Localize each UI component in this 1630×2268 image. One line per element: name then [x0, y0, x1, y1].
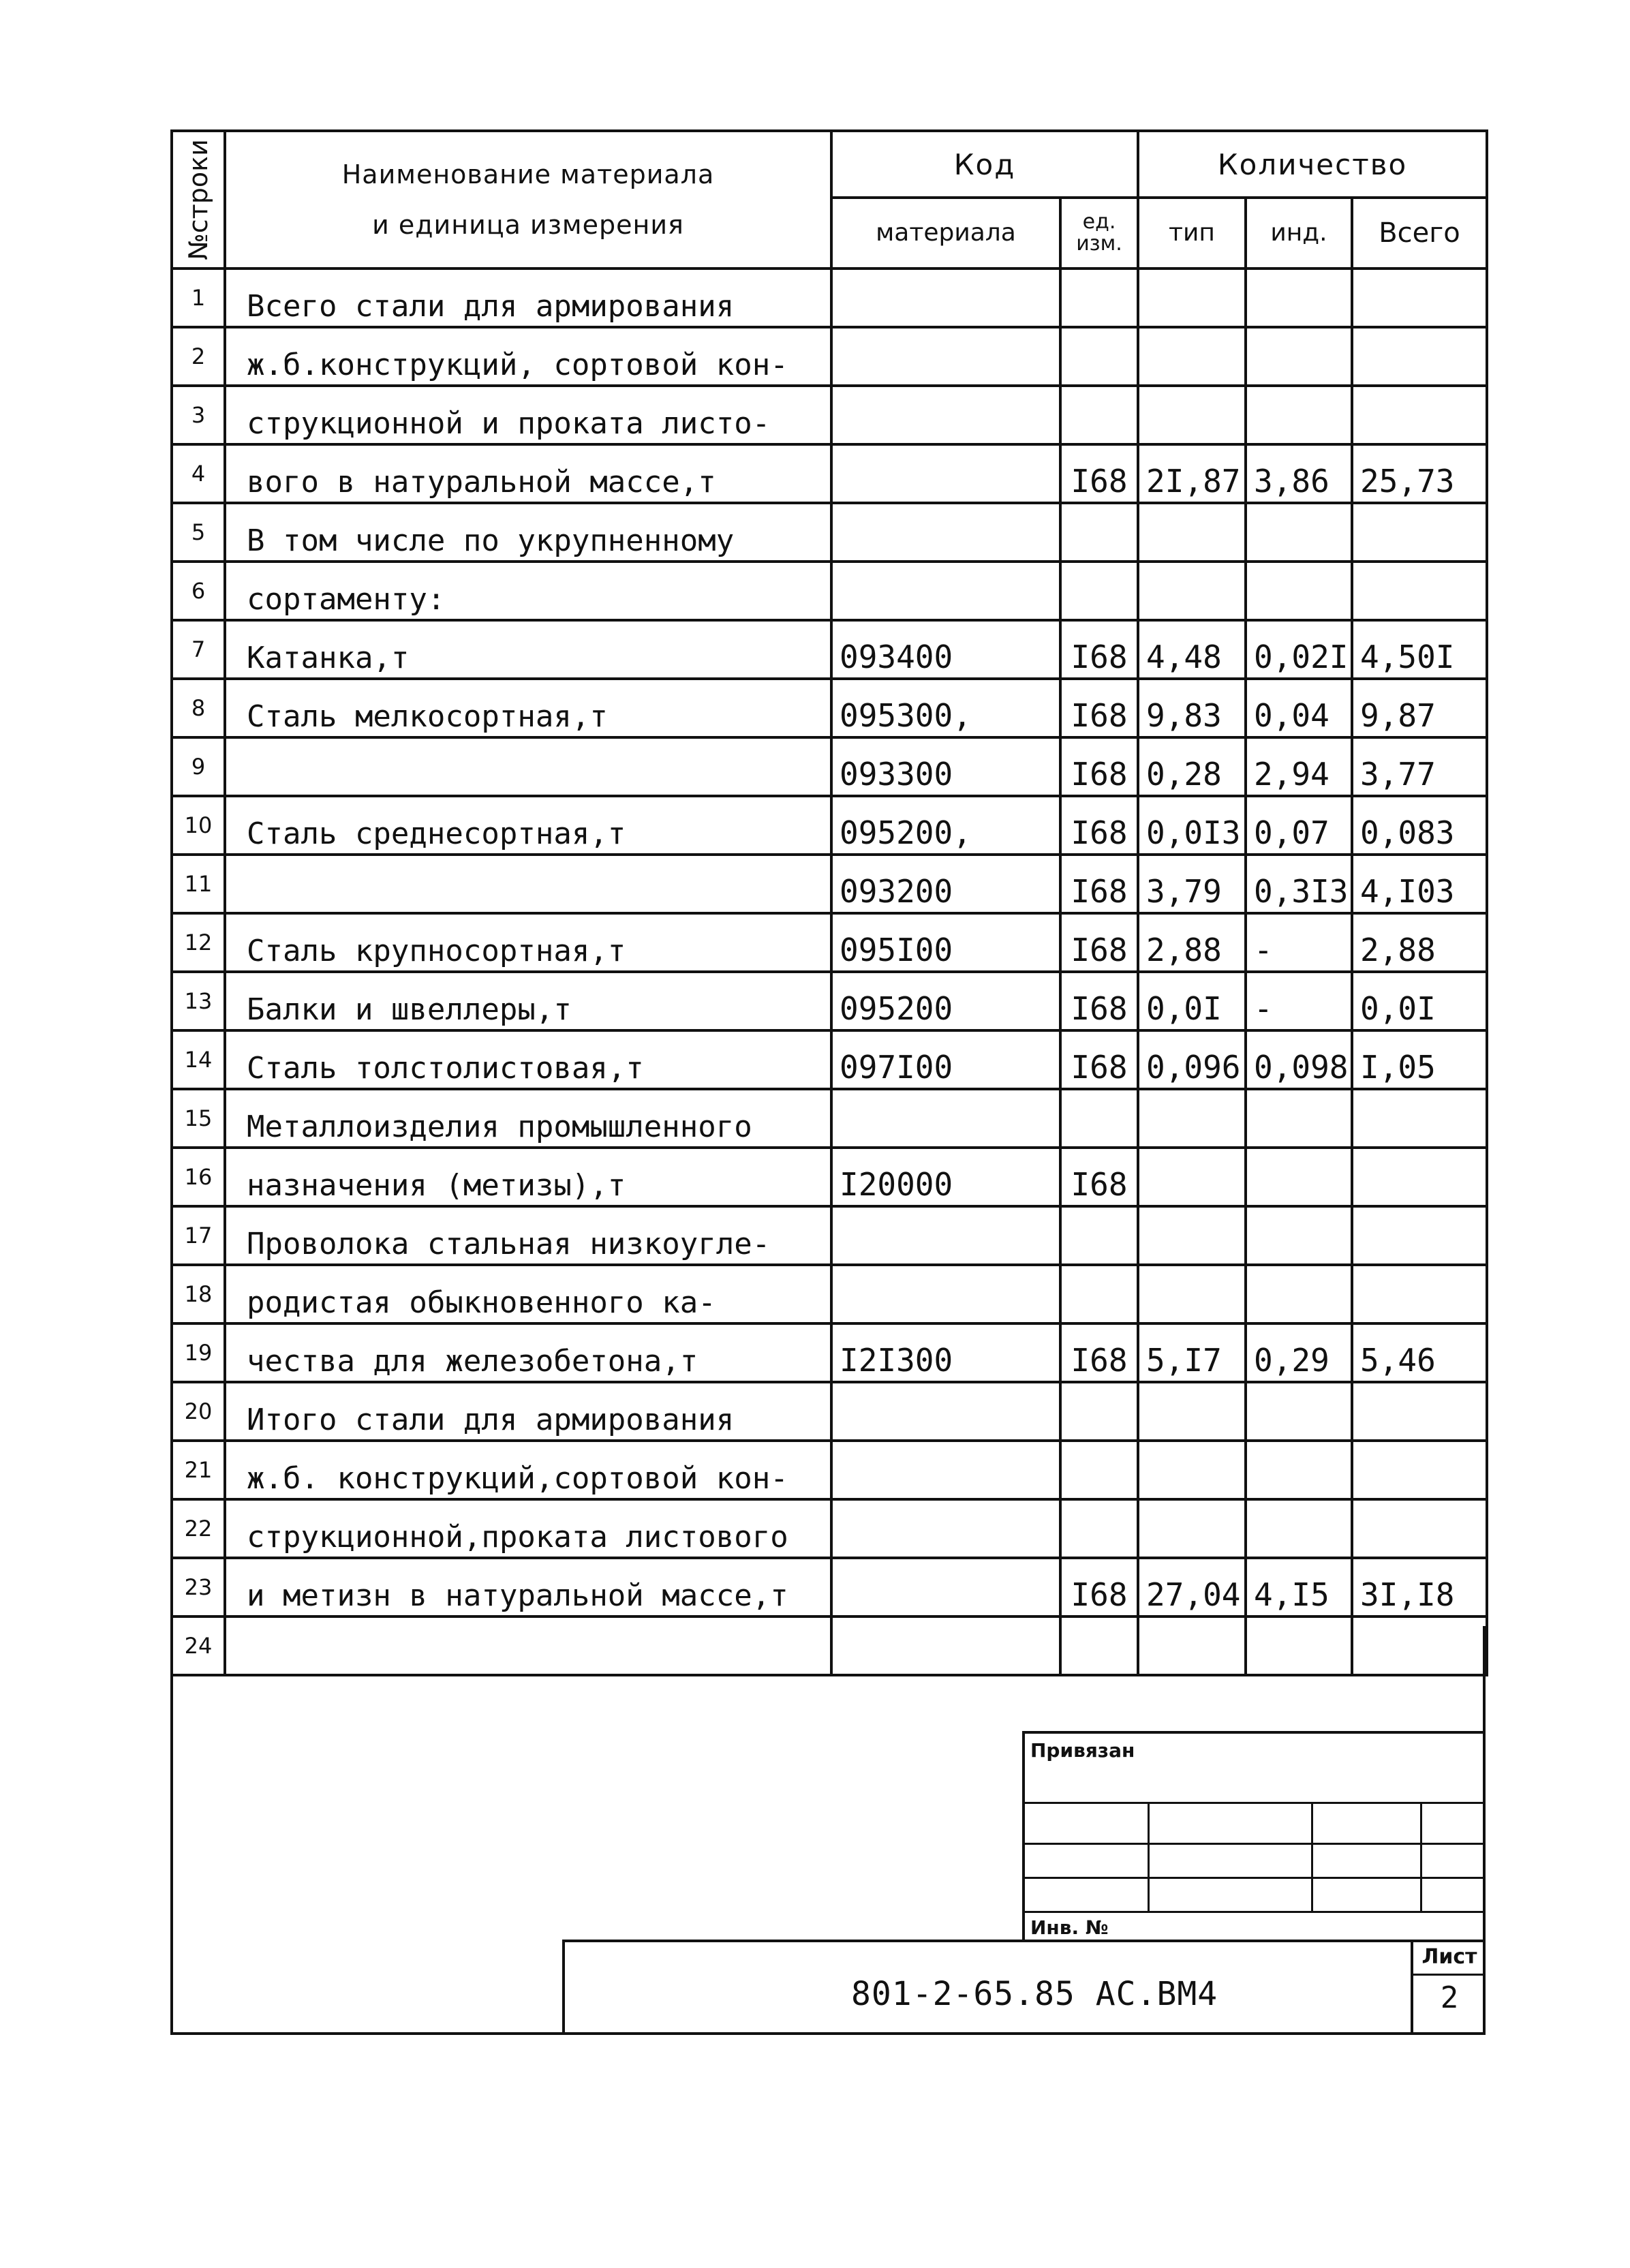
qty-total: 3,77 — [1352, 737, 1487, 796]
table-row — [172, 1558, 1487, 1616]
row-number: 23 — [172, 1558, 225, 1616]
material-name: Сталь крупносортная,т — [225, 913, 831, 972]
stamp-vline — [1311, 1802, 1313, 1911]
qty-ind — [1246, 562, 1352, 620]
unit-code — [1060, 503, 1138, 562]
qty-total: 2,88 — [1352, 913, 1487, 972]
qty-type — [1138, 1441, 1246, 1499]
qty-type: 27,04 — [1138, 1558, 1246, 1616]
table-row — [172, 269, 1487, 327]
qty-ind: - — [1246, 972, 1352, 1030]
qty-ind — [1246, 503, 1352, 562]
material-name: Сталь мелкосортная,т — [225, 679, 831, 737]
sheet-divider — [1413, 1974, 1486, 1976]
qty-type: 0,0I — [1138, 972, 1246, 1030]
material-code: I20000 — [831, 1148, 1060, 1206]
material-code — [831, 1499, 1060, 1558]
qty-total: 4,50I — [1352, 620, 1487, 679]
material-code — [831, 1089, 1060, 1148]
qty-type — [1138, 1089, 1246, 1148]
table-row — [172, 1089, 1487, 1148]
row-number: 15 — [172, 1089, 225, 1148]
qty-type — [1138, 269, 1246, 327]
material-name: вого в натуральной массе,т — [225, 444, 831, 503]
document-code: 801-2-65.85 АС.ВМ4 — [851, 1975, 1218, 2013]
unit-code: I68 — [1060, 972, 1138, 1030]
row-number: 12 — [172, 913, 225, 972]
stamp-line — [1025, 1802, 1486, 1804]
material-name: Всего стали для армирования — [225, 269, 831, 327]
row-number: 16 — [172, 1148, 225, 1206]
row-number: 2 — [172, 327, 225, 386]
qty-total: 4,I03 — [1352, 855, 1487, 913]
table-row — [172, 562, 1487, 620]
header-quantity: Количество — [1138, 131, 1487, 198]
unit-code: I68 — [1060, 679, 1138, 737]
qty-type — [1138, 1499, 1246, 1558]
qty-type — [1138, 1148, 1246, 1206]
qty-total — [1352, 1089, 1487, 1148]
material-name: родистая обыкновенного ка- — [225, 1265, 831, 1323]
qty-ind — [1246, 1441, 1352, 1499]
qty-type: 4,48 — [1138, 620, 1246, 679]
material-code — [831, 503, 1060, 562]
row-number: 18 — [172, 1265, 225, 1323]
material-code — [831, 1265, 1060, 1323]
table-row — [172, 1206, 1487, 1265]
unit-code: I68 — [1060, 796, 1138, 855]
material-code — [831, 444, 1060, 503]
header-material-code: материала — [831, 198, 1060, 269]
material-code — [831, 1206, 1060, 1265]
row-number: 10 — [172, 796, 225, 855]
unit-code: I68 — [1060, 1558, 1138, 1616]
qty-ind — [1246, 1382, 1352, 1441]
material-code — [831, 1441, 1060, 1499]
unit-code — [1060, 1206, 1138, 1265]
qty-ind: 3,86 — [1246, 444, 1352, 503]
unit-code — [1060, 1265, 1138, 1323]
qty-total — [1352, 1499, 1487, 1558]
header-row-number: №строки — [172, 131, 225, 269]
material-code — [831, 562, 1060, 620]
material-code — [831, 386, 1060, 444]
table-row — [172, 327, 1487, 386]
table-row — [172, 737, 1487, 796]
stamp-vline — [1420, 1802, 1422, 1911]
row-number: 6 — [172, 562, 225, 620]
table-row — [172, 1441, 1487, 1499]
material-code: 095200 — [831, 972, 1060, 1030]
qty-ind: 0,29 — [1246, 1323, 1352, 1382]
sheet-box — [1411, 1942, 1486, 2035]
table-row — [172, 972, 1487, 1030]
qty-type: 3,79 — [1138, 855, 1246, 913]
qty-total: 25,73 — [1352, 444, 1487, 503]
qty-ind — [1246, 1499, 1352, 1558]
material-name: сортаменту: — [225, 562, 831, 620]
qty-ind: - — [1246, 913, 1352, 972]
row-number: 22 — [172, 1499, 225, 1558]
qty-type: 2,88 — [1138, 913, 1246, 972]
qty-type: 0,0I3 — [1138, 796, 1246, 855]
qty-total: 0,083 — [1352, 796, 1487, 855]
qty-total: 0,0I — [1352, 972, 1487, 1030]
material-code: 095I00 — [831, 913, 1060, 972]
material-name: ж.б. конструкций,сортовой кон- — [225, 1441, 831, 1499]
table-row — [172, 796, 1487, 855]
material-code — [831, 269, 1060, 327]
unit-code: I68 — [1060, 855, 1138, 913]
row-number: 24 — [172, 1616, 225, 1675]
bound-label: Привязан — [1030, 1739, 1135, 1762]
qty-type — [1138, 327, 1246, 386]
unit-code — [1060, 1382, 1138, 1441]
qty-type — [1138, 503, 1246, 562]
material-code: I2I300 — [831, 1323, 1060, 1382]
header-material-name — [225, 131, 831, 269]
table-body — [172, 269, 1487, 1675]
material-name: Сталь среднесортная,т — [225, 796, 831, 855]
qty-ind — [1246, 1265, 1352, 1323]
material-name: ж.б.конструкций, сортовой кон- — [225, 327, 831, 386]
title-block — [562, 1940, 1486, 2035]
qty-ind — [1246, 1089, 1352, 1148]
qty-total — [1352, 1441, 1487, 1499]
row-number: 4 — [172, 444, 225, 503]
qty-type: 2I,87 — [1138, 444, 1246, 503]
qty-ind: 4,I5 — [1246, 1558, 1352, 1616]
row-number: 5 — [172, 503, 225, 562]
qty-total — [1352, 1265, 1487, 1323]
unit-code — [1060, 386, 1138, 444]
table-row — [172, 620, 1487, 679]
header-code: Код — [831, 131, 1138, 198]
qty-total — [1352, 1382, 1487, 1441]
stamp-vline — [1148, 1802, 1150, 1911]
table-row — [172, 503, 1487, 562]
qty-total — [1352, 1148, 1487, 1206]
table-row — [172, 386, 1487, 444]
binding-stamp — [1022, 1731, 1486, 1942]
material-name: Итого стали для армирования — [225, 1382, 831, 1441]
table-row — [172, 1382, 1487, 1441]
header-name-line2: и единица измерения — [372, 210, 684, 240]
row-number: 19 — [172, 1323, 225, 1382]
material-name: чества для железобетона,т — [225, 1323, 831, 1382]
row-number: 21 — [172, 1441, 225, 1499]
qty-total — [1352, 1206, 1487, 1265]
material-code — [831, 1558, 1060, 1616]
row-number: 17 — [172, 1206, 225, 1265]
table-row — [172, 913, 1487, 972]
qty-total — [1352, 503, 1487, 562]
row-number: 13 — [172, 972, 225, 1030]
qty-type: 9,83 — [1138, 679, 1246, 737]
materials-table — [170, 129, 1488, 1676]
unit-code: I68 — [1060, 444, 1138, 503]
qty-total — [1352, 327, 1487, 386]
table-row — [172, 1265, 1487, 1323]
row-number: 14 — [172, 1030, 225, 1089]
header-type: тип — [1138, 198, 1246, 269]
qty-ind: 0,07 — [1246, 796, 1352, 855]
material-code — [831, 1382, 1060, 1441]
material-code: 097I00 — [831, 1030, 1060, 1089]
qty-ind — [1246, 269, 1352, 327]
stamp-line — [1025, 1911, 1486, 1913]
material-code: 093200 — [831, 855, 1060, 913]
material-name: Проволока стальная низкоугле- — [225, 1206, 831, 1265]
header-total: Всего — [1352, 198, 1487, 269]
qty-type: 5,I7 — [1138, 1323, 1246, 1382]
qty-ind: 0,098 — [1246, 1030, 1352, 1089]
row-number: 9 — [172, 737, 225, 796]
qty-ind: 0,3I3 — [1246, 855, 1352, 913]
unit-code: I68 — [1060, 737, 1138, 796]
qty-ind: 2,94 — [1246, 737, 1352, 796]
qty-total: 9,87 — [1352, 679, 1487, 737]
material-code — [831, 327, 1060, 386]
qty-type: 0,096 — [1138, 1030, 1246, 1089]
unit-code: I68 — [1060, 913, 1138, 972]
stamp-line — [1025, 1843, 1486, 1845]
qty-ind — [1246, 1206, 1352, 1265]
table-row — [172, 1323, 1487, 1382]
material-name — [225, 855, 831, 913]
material-name: струкционной,проката листового — [225, 1499, 831, 1558]
material-code: 093300 — [831, 737, 1060, 796]
qty-total: 5,46 — [1352, 1323, 1487, 1382]
unit-code — [1060, 327, 1138, 386]
qty-total — [1352, 269, 1487, 327]
unit-code — [1060, 562, 1138, 620]
unit-code: I68 — [1060, 1148, 1138, 1206]
qty-type: 0,28 — [1138, 737, 1246, 796]
material-name: струкционной и проката листо- — [225, 386, 831, 444]
row-number: 8 — [172, 679, 225, 737]
qty-type — [1138, 562, 1246, 620]
row-number: 1 — [172, 269, 225, 327]
row-number: 11 — [172, 855, 225, 913]
material-name: Катанка,т — [225, 620, 831, 679]
qty-type — [1138, 1265, 1246, 1323]
qty-ind: 0,02I — [1246, 620, 1352, 679]
inv-number-label: Инв. № — [1030, 1916, 1109, 1939]
header-unit: ед. изм. — [1060, 198, 1138, 269]
unit-code: I68 — [1060, 1323, 1138, 1382]
material-code: 095200, — [831, 796, 1060, 855]
table-row — [172, 1499, 1487, 1558]
material-name — [225, 737, 831, 796]
sheet-number: 2 — [1440, 1980, 1459, 2015]
unit-code — [1060, 1499, 1138, 1558]
row-number: 3 — [172, 386, 225, 444]
material-name: и метизн в натуральной массе,т — [225, 1558, 831, 1616]
unit-code — [1060, 1089, 1138, 1148]
qty-total — [1352, 562, 1487, 620]
qty-ind: 0,04 — [1246, 679, 1352, 737]
qty-ind — [1246, 327, 1352, 386]
header-name-line1: Наименование материала — [341, 159, 715, 189]
header-row-top — [172, 131, 1487, 198]
row-number: 7 — [172, 620, 225, 679]
unit-code: I68 — [1060, 620, 1138, 679]
qty-total: 3I,I8 — [1352, 1558, 1487, 1616]
unit-code — [1060, 269, 1138, 327]
sheet-label: Лист — [1421, 1945, 1477, 1969]
table-row — [172, 1030, 1487, 1089]
unit-code — [1060, 1441, 1138, 1499]
header-ind: инд. — [1246, 198, 1352, 269]
table-row — [172, 444, 1487, 503]
material-name: В том числе по укрупненному — [225, 503, 831, 562]
material-name: Сталь толстолистовая,т — [225, 1030, 831, 1089]
qty-ind — [1246, 1148, 1352, 1206]
material-code: 095300, — [831, 679, 1060, 737]
material-name: Металлоизделия промышленного — [225, 1089, 831, 1148]
qty-ind — [1246, 386, 1352, 444]
qty-type — [1138, 1206, 1246, 1265]
qty-type — [1138, 386, 1246, 444]
material-name: Балки и швеллеры,т — [225, 972, 831, 1030]
qty-type — [1138, 1382, 1246, 1441]
qty-total: I,05 — [1352, 1030, 1487, 1089]
qty-total — [1352, 386, 1487, 444]
table-row — [172, 679, 1487, 737]
material-name: назначения (метизы),т — [225, 1148, 831, 1206]
row-number: 20 — [172, 1382, 225, 1441]
table-row — [172, 855, 1487, 913]
stamp-line — [1025, 1877, 1486, 1879]
unit-code: I68 — [1060, 1030, 1138, 1089]
table-row — [172, 1148, 1487, 1206]
material-code: 093400 — [831, 620, 1060, 679]
